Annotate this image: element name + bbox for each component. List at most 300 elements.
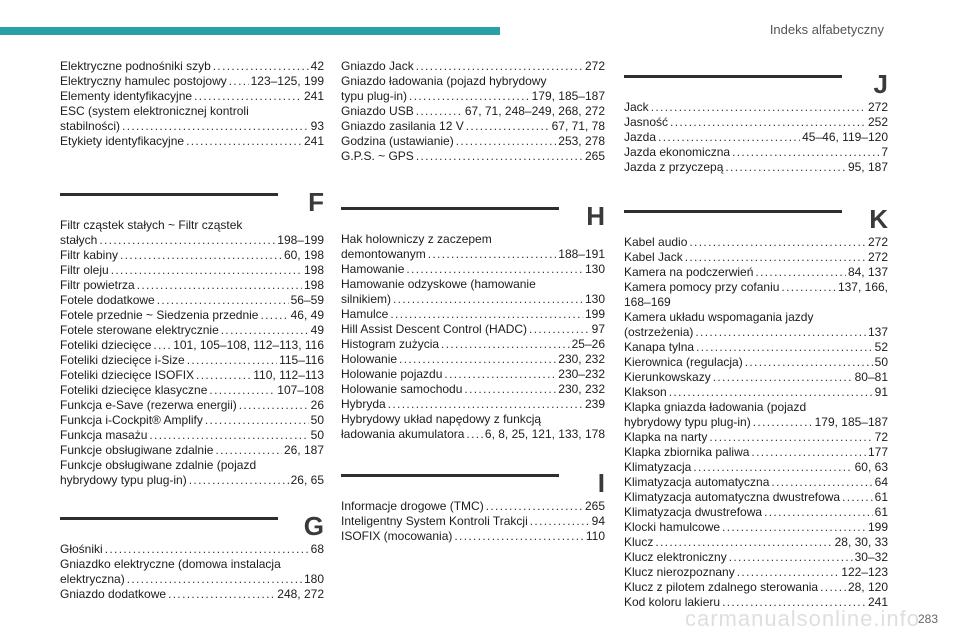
entry-page-numbers: 60, 63	[854, 460, 888, 474]
entry-leader-dots	[406, 262, 583, 277]
entry-leader-dots	[111, 263, 302, 278]
entry-row	[624, 130, 888, 145]
entry-leader-dots	[755, 265, 846, 280]
entry-term: Foteliki dziecięce	[60, 338, 152, 352]
entry-term: Kamera pomocy przy cofaniu	[624, 280, 780, 294]
index-entry	[60, 458, 324, 488]
entry-row	[60, 278, 324, 293]
index-entry	[60, 293, 324, 308]
entry-row	[60, 413, 324, 428]
entry-leader-dots	[693, 460, 852, 475]
entry-row	[341, 247, 605, 262]
entry-row	[60, 134, 324, 149]
entry-leader-dots	[751, 445, 866, 460]
index-entry	[624, 340, 888, 355]
section-header	[341, 198, 605, 232]
index-entry	[624, 265, 888, 280]
entry-term-line: Hamowanie odzyskowe (hamowanie	[341, 277, 536, 291]
index-section-continued	[60, 59, 324, 149]
index-entry	[60, 383, 324, 398]
index-entry	[624, 310, 888, 340]
index-entry	[624, 145, 888, 160]
entry-term: Gniazdo USB	[341, 104, 414, 118]
index-entry	[624, 385, 888, 400]
entry-row	[624, 250, 888, 265]
entry-term: Klimatyzacja automatyczna	[624, 475, 770, 489]
entry-leader-dots	[444, 367, 556, 382]
page-number: 283	[917, 612, 938, 626]
entry-page-numbers: 56–59	[290, 293, 324, 307]
index-entry	[341, 59, 605, 74]
entry-row	[341, 119, 605, 134]
entry-term: Kabel Jack	[624, 250, 683, 264]
entry-page-numbers: 130	[584, 262, 605, 276]
entry-term-line: Hak holowniczy z zaczepem	[341, 232, 492, 246]
entry-page-numbers: 188–191	[558, 247, 605, 261]
entry-page-numbers: 45–46, 119–120	[802, 130, 888, 144]
entry-term: Holowanie samochodu	[341, 382, 463, 396]
entry-leader-dots	[205, 413, 309, 428]
entry-term: Klucz z pilotem zdalnego sterowania	[624, 580, 819, 594]
index-entry	[624, 460, 888, 475]
entry-term: Klucz	[624, 535, 654, 549]
entry-page-numbers: 6, 8, 25, 121, 133, 178	[484, 427, 605, 441]
entry-page-numbers: 272	[584, 59, 605, 73]
entry-leader-dots	[670, 115, 866, 130]
entry-leader-dots	[689, 235, 866, 250]
entry-row	[60, 383, 324, 398]
entry-term: Jazda ekonomiczna	[624, 145, 731, 159]
section-letter: I	[597, 468, 605, 498]
index-section-i	[341, 465, 605, 544]
entry-row	[624, 535, 888, 550]
entry-term: Elementy identyfikacyjne	[60, 89, 193, 103]
entry-term: Elektryczny hamulec postojowy	[60, 74, 227, 88]
entry-page-numbers: 265	[584, 149, 605, 163]
entry-page-numbers-continued: 168–169	[624, 295, 671, 309]
index-entry	[60, 443, 324, 458]
index-entry	[624, 355, 888, 370]
index-entry	[341, 262, 605, 277]
entry-page-numbers: 241	[303, 89, 324, 103]
index-entry	[624, 535, 888, 550]
index-entry	[341, 307, 605, 322]
entry-leader-dots	[221, 323, 309, 338]
index-entry	[341, 337, 605, 352]
entry-page-numbers: 198	[303, 263, 324, 277]
entry-page-numbers: 50	[310, 428, 324, 442]
entry-term: Jasność	[624, 115, 669, 129]
entry-page-numbers: 253, 278	[558, 134, 605, 148]
entry-page-numbers: 110	[585, 529, 605, 543]
index-entry	[341, 352, 605, 367]
index-entry	[60, 587, 324, 602]
entry-term: Foteliki dziecięce klasyczne	[60, 383, 208, 397]
entry-page-numbers: 248, 272	[277, 587, 324, 601]
entry-row	[624, 580, 888, 595]
entry-page-numbers: 61	[874, 490, 888, 504]
entry-leader-dots	[120, 248, 282, 263]
entry-leader-dots	[187, 353, 277, 368]
entry-term: Kod koloru lakieru	[624, 595, 721, 609]
entry-term-line: Kamera układu wspomagania jazdy	[624, 310, 814, 324]
entry-leader-dots	[651, 100, 866, 115]
entry-leader-dots	[416, 104, 463, 119]
index-entry	[60, 218, 324, 248]
entry-page-numbers: 241	[867, 595, 888, 609]
entry-page-numbers: 26, 65	[290, 473, 324, 487]
entry-row	[624, 115, 888, 130]
entry-page-numbers: 28, 30, 33	[834, 535, 888, 549]
entry-term-line: Filtr cząstek stałych ~ Filtr cząstek	[60, 218, 243, 232]
section-divider	[624, 75, 842, 78]
entry-term: typu plug-in)	[341, 89, 408, 103]
entry-leader-dots	[239, 398, 309, 413]
section-letter: G	[303, 511, 324, 541]
entry-row	[60, 308, 324, 323]
entry-term: Głośniki	[60, 542, 103, 556]
entry-page-numbers: 25–26	[571, 337, 605, 351]
entry-leader-dots	[388, 397, 583, 412]
index-entry	[60, 59, 324, 74]
page-header-title: Indeks alfabetyczny	[769, 22, 884, 37]
entry-page-numbers: 67, 71, 78	[551, 119, 605, 133]
entry-leader-dots	[464, 382, 556, 397]
entry-leader-dots	[729, 550, 853, 565]
entry-row	[341, 499, 605, 514]
entry-page-numbers: 93	[310, 119, 324, 133]
entry-term: Kierunkowskazy	[624, 370, 711, 384]
entry-page-numbers: 61	[874, 505, 888, 519]
entry-page-numbers: 230, 232	[558, 382, 605, 396]
entry-row	[624, 490, 888, 505]
entry-term: Klucz elektroniczny	[624, 550, 727, 564]
entry-term: Inteligentny System Kontroli Trakcji	[341, 514, 528, 528]
index-entry	[624, 550, 888, 565]
entry-leader-dots	[409, 89, 530, 104]
entry-term: Godzina (ustawianie)	[341, 134, 454, 148]
entry-page-numbers: 272	[867, 250, 888, 264]
entry-page-numbers: 130	[584, 292, 605, 306]
entry-leader-dots	[416, 59, 583, 74]
entry-term: Klakson	[624, 385, 667, 399]
entry-page-numbers: 52	[874, 340, 888, 354]
entry-term: Funkcje obsługiwane zdalnie	[60, 443, 214, 457]
entry-page-numbers: 265	[584, 499, 605, 513]
entry-leader-dots	[186, 134, 302, 149]
entry-page-numbers: 50	[874, 355, 888, 369]
entry-page-numbers: 239	[584, 397, 605, 411]
entry-leader-dots	[771, 475, 872, 490]
entry-leader-dots	[441, 337, 570, 352]
entry-page-numbers: 94	[591, 514, 605, 528]
entry-page-numbers: 110, 112–113	[253, 368, 324, 382]
entry-row	[60, 59, 324, 74]
entry-row	[341, 89, 605, 104]
entry-term: Filtr kabiny	[60, 248, 119, 262]
entry-leader-dots	[99, 233, 275, 248]
entry-leader-dots	[753, 415, 813, 430]
entry-term: Klimatyzacja	[624, 460, 692, 474]
index-entry	[624, 445, 888, 460]
entry-row	[60, 428, 324, 443]
entry-page-numbers: 50	[310, 413, 324, 427]
entry-page-numbers: 115–116	[279, 353, 324, 367]
entry-leader-dots	[669, 385, 873, 400]
section-divider	[341, 207, 559, 210]
entry-page-numbers: 80–81	[854, 370, 888, 384]
entry-term: Klucz nierozpoznany	[624, 565, 735, 579]
entry-page-numbers: 26	[310, 398, 324, 412]
index-entry	[60, 542, 324, 557]
entry-leader-dots	[713, 370, 853, 385]
entry-leader-dots	[695, 325, 866, 340]
entry-term: hybrydowy typu plug-in)	[624, 415, 751, 429]
entry-term: Funkcja i-Cockpit® Amplify	[60, 413, 203, 427]
entry-page-numbers: 122–123	[841, 565, 888, 579]
entry-term-line: Hybrydowy układ napędowy z funkcją	[341, 412, 542, 426]
entry-row	[60, 323, 324, 338]
section-divider	[624, 210, 842, 213]
entry-row	[624, 460, 888, 475]
entry-leader-dots	[454, 529, 583, 544]
entry-leader-dots	[215, 443, 282, 458]
index-entry	[341, 119, 605, 134]
entry-page-numbers: 177	[867, 445, 888, 459]
entry-page-numbers: 95, 187	[847, 160, 888, 174]
entry-term-line: Klapka gniazda ładowania (pojazd	[624, 400, 807, 414]
index-entry	[60, 278, 324, 293]
entry-term-line: Funkcje obsługiwane zdalnie (pojazd	[60, 458, 257, 472]
index-entry	[624, 520, 888, 535]
section-header	[341, 465, 605, 499]
entry-row	[341, 382, 605, 397]
entry-row	[60, 368, 324, 383]
entry-leader-dots	[530, 514, 590, 529]
entry-row	[624, 385, 888, 400]
index-entry	[341, 499, 605, 514]
entry-row	[341, 149, 605, 164]
entry-leader-dots	[428, 247, 557, 262]
entry-row	[624, 355, 888, 370]
entry-term: Gniazdo dodatkowe	[60, 587, 167, 601]
section-header	[60, 184, 324, 218]
section-letter: K	[869, 204, 888, 234]
entry-page-numbers: 272	[867, 235, 888, 249]
entry-term: demontowanym	[341, 247, 426, 261]
index-entry	[341, 277, 605, 307]
entry-term: ładowania akumulatora	[341, 427, 465, 441]
entry-term: Foteliki dziecięce ISOFIX	[60, 368, 195, 382]
entry-row	[341, 397, 605, 412]
entry-row	[341, 352, 605, 367]
entry-leader-dots	[416, 149, 583, 164]
entry-term: Holowanie pojazdu	[341, 367, 443, 381]
entry-page-numbers: 68	[310, 542, 324, 556]
watermark: carmanualsonline.info	[684, 606, 920, 631]
entry-leader-dots	[137, 278, 302, 293]
entry-row	[60, 338, 324, 353]
entry-leader-dots	[696, 340, 873, 355]
entry-page-numbers: 137, 166,	[837, 280, 888, 294]
entry-term: Fotele dodatkowe	[60, 293, 155, 307]
entry-term: Funkcja masażu	[60, 428, 148, 442]
index-entry	[60, 338, 324, 353]
entry-row	[341, 337, 605, 352]
section-divider	[60, 193, 278, 196]
index-entry	[341, 104, 605, 119]
entry-leader-dots	[486, 499, 583, 514]
index-entry	[60, 74, 324, 89]
index-entry	[60, 557, 324, 587]
entry-page-numbers: 123–125, 199	[250, 74, 324, 88]
entry-row	[624, 445, 888, 460]
index-section-continued	[341, 59, 605, 164]
entry-term: Foteliki dziecięce i-Size	[60, 353, 185, 367]
entry-leader-dots	[725, 160, 846, 175]
entry-row	[60, 473, 324, 488]
entry-term: Gniazdo Jack	[341, 59, 414, 73]
entry-term: Klapka na narty	[624, 430, 708, 444]
entry-row	[60, 74, 324, 89]
index-entry	[624, 490, 888, 505]
entry-leader-dots	[456, 134, 557, 149]
entry-page-numbers: 179, 185–187	[814, 415, 888, 429]
entry-row	[341, 262, 605, 277]
entry-leader-dots	[732, 145, 879, 160]
index-section-k	[624, 201, 888, 610]
entry-row	[60, 572, 324, 587]
index-entry	[624, 250, 888, 265]
entry-leader-dots	[194, 89, 302, 104]
entry-page-numbers: 198–199	[277, 233, 324, 247]
entry-row	[60, 293, 324, 308]
entry-page-numbers: 199	[867, 520, 888, 534]
entry-leader-dots	[168, 587, 275, 602]
entry-term: Jazda	[624, 130, 657, 144]
index-entry	[624, 580, 888, 595]
entry-row	[624, 100, 888, 115]
entry-leader-dots	[842, 490, 873, 505]
entry-leader-dots	[658, 130, 800, 145]
entry-term: Jack	[624, 100, 649, 114]
entry-term: Gniazdo zasilania 12 V	[341, 119, 464, 133]
entry-term: stabilności)	[60, 119, 121, 133]
entry-page-numbers: 49	[310, 323, 324, 337]
entry-row	[60, 263, 324, 278]
entry-row	[341, 322, 605, 337]
entry-term: Hill Assist Descent Control (HADC)	[341, 322, 528, 336]
entry-page-numbers: 67, 71, 248–249, 268, 272	[464, 104, 605, 118]
entry-row	[624, 325, 888, 340]
index-entry	[341, 74, 605, 104]
entry-row	[624, 265, 888, 280]
entry-term: Filtr oleju	[60, 263, 109, 277]
entry-term: Kamera na podczerwień	[624, 265, 754, 279]
entry-page-numbers: 64	[874, 475, 888, 489]
entry-term: ISOFIX (mocowania)	[341, 529, 453, 543]
index-section-f	[60, 184, 324, 488]
entry-page-numbers: 230–232	[558, 367, 605, 381]
entry-page-numbers: 198	[303, 278, 324, 292]
entry-term: Elektryczne podnośniki szyb	[60, 59, 211, 73]
entry-leader-dots	[722, 520, 866, 535]
index-entry	[341, 149, 605, 164]
index-entry	[624, 160, 888, 175]
entry-leader-dots	[105, 542, 309, 557]
entry-row	[624, 505, 888, 520]
index-entry	[341, 514, 605, 529]
entry-term: Klocki hamulcowe	[624, 520, 721, 534]
index-entry	[60, 104, 324, 134]
entry-row	[341, 292, 605, 307]
entry-page-numbers: 199	[584, 307, 605, 321]
section-header	[624, 201, 888, 235]
entry-row	[624, 430, 888, 445]
index-entry	[60, 248, 324, 263]
index-entry	[624, 280, 888, 310]
entry-leader-dots	[737, 565, 840, 580]
entry-row	[624, 145, 888, 160]
entry-page-numbers: 91	[874, 385, 888, 399]
entry-term: Holowanie	[341, 352, 398, 366]
index-entry	[624, 100, 888, 115]
entry-term: elektryczna)	[60, 572, 125, 586]
entry-row	[60, 353, 324, 368]
entry-term: Kierownica (regulacja)	[624, 355, 743, 369]
entry-leader-dots	[209, 383, 275, 398]
index-entry	[624, 370, 888, 385]
entry-term-line: Gniazdo ładowania (pojazd hybrydowy	[341, 74, 547, 88]
entry-leader-dots	[709, 430, 872, 445]
entry-row	[60, 443, 324, 458]
entry-page-numbers: 46, 49	[290, 308, 324, 322]
entry-leader-dots	[127, 572, 302, 587]
entry-page-numbers: 84, 137	[847, 265, 888, 279]
entry-term-line: ESC (system elektronicznej kontroli	[60, 104, 249, 118]
entry-row	[341, 59, 605, 74]
entry-leader-dots	[122, 119, 309, 134]
entry-leader-dots	[260, 308, 288, 323]
entry-page-numbers: 137	[867, 325, 888, 339]
entry-page-numbers: 26, 187	[283, 443, 324, 457]
entry-row	[60, 233, 324, 248]
index-section-j	[624, 66, 888, 175]
entry-term: G.P.S. ~ GPS	[341, 149, 414, 163]
entry-row	[341, 427, 605, 442]
entry-term: silnikiem)	[341, 292, 392, 306]
section-letter: J	[873, 69, 888, 99]
entry-page-numbers: 252	[867, 115, 888, 129]
entry-row	[624, 415, 888, 430]
section-letter: F	[308, 187, 324, 217]
entry-term: Hybryda	[341, 397, 386, 411]
entry-term: stałych	[60, 233, 98, 247]
entry-leader-dots	[393, 292, 583, 307]
entry-leader-dots	[466, 427, 482, 442]
index-entry	[624, 565, 888, 580]
entry-term: Kabel audio	[624, 235, 688, 249]
entry-term: Fotele przednie ~ Siedzenia przednie	[60, 308, 259, 322]
index-entry	[60, 428, 324, 443]
index-entry	[60, 398, 324, 413]
entry-page-numbers: 30–32	[854, 550, 888, 564]
index-entry	[60, 134, 324, 149]
entry-term: Klimatyzacja automatyczna dwustrefowa	[624, 490, 841, 504]
entry-row	[341, 307, 605, 322]
entry-term: Hamulce	[341, 307, 389, 321]
index-entry	[624, 115, 888, 130]
